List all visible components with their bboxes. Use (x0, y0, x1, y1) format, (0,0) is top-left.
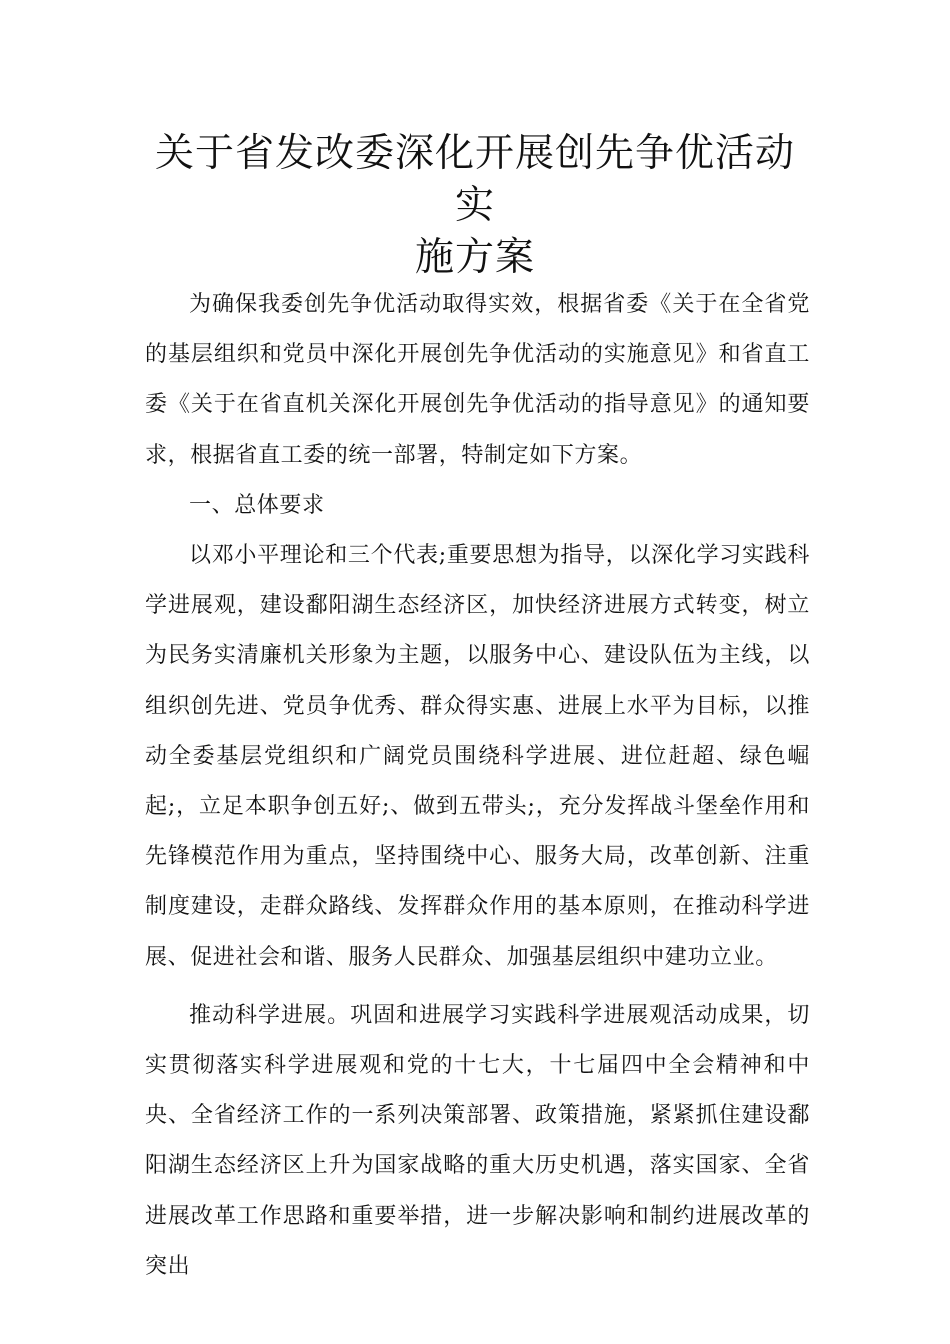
paragraph-gap (145, 983, 810, 991)
paragraph-promote-scientific-development: 推动科学进展。巩固和进展学习实践科学进展观活动成果，切实贯彻落实科学进展观和党的十七大，十七届四中全会精神和中央、全省经济工作的一系列决策部署、政策措施，紧紧抓住建设鄱阳湖生态经济区上升为国家战略的重大历史机遇，落实国家、全省进展改革工作思路和重要举措，进一步解决影响和制约进展改革的突出 (145, 1002, 810, 1279)
section-heading-overall-requirements: 一、总体要求 (189, 492, 325, 518)
paragraph-guiding-principles: 以邓小平理论和三个代表;重要思想为指导，以深化学习实践科学进展观，建设鄱阳湖生态经济区，加快经济进展方式转变，树立为民务实清廉机关形象为主题，以服务中心、建设队伍为主线，以组织创先进、党员争优秀、群众得实惠、进展上水平为目标，以推动全委基层党组织和广阔党员围绕科学进展、进位赶超、绿色崛起;，立足本职争创五好;、做到五带头;，充分发挥战斗堡垒作用和先锋模范作用为重点，坚持围绕中心、服务大局，改革创新、注重制度建设，走群众路线、发挥群众作用的基本原则，在推动科学进展、促进社会和谐、服务人民群众、加强基层组织中建功立业。 (145, 543, 810, 970)
document-body (145, 280, 810, 1292)
paragraph-intro: 为确保我委创先争优活动取得实效，根据省委《关于在全省党的基层组织和党员中深化开展创先争优活动的实施意见》和省直工委《关于在省直机关深化开展创先争优活动的指导意见》的通知要求，根据省直工委的统一部署，特制定如下方案。 (145, 292, 810, 468)
document-title (140, 128, 810, 284)
title-line-2: 施方案 (414, 235, 535, 280)
title-line-1: 关于省发改委深化开展创先争优活动实 (154, 131, 795, 228)
